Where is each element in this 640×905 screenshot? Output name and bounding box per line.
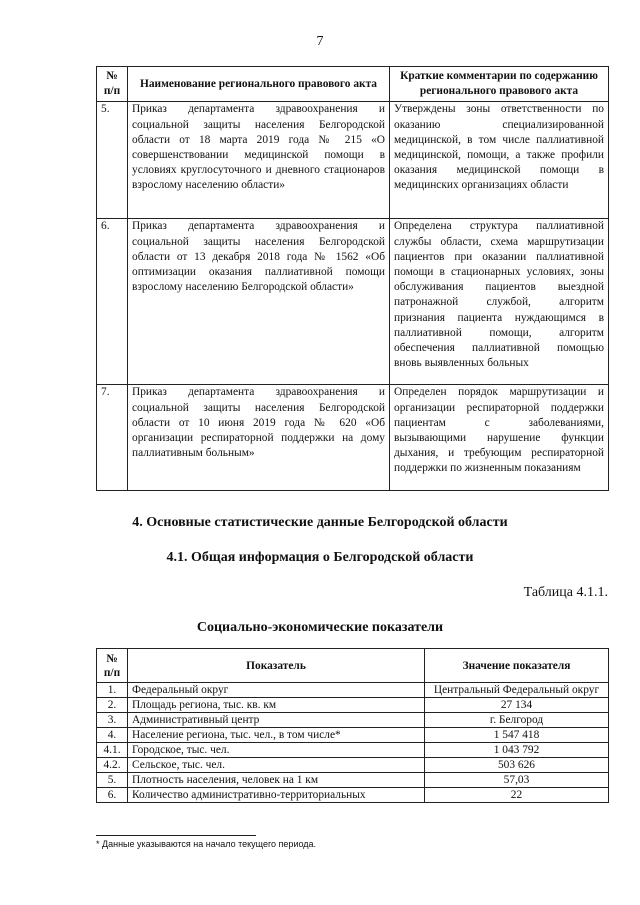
row-number: 5.	[97, 773, 128, 788]
indicator-name: Федеральный округ	[128, 683, 425, 698]
table-header-row	[97, 67, 609, 102]
row-number: 2.	[97, 698, 128, 713]
act-name: Приказ департамента здравоохранения и социальной защиты населения Белгородской области от 18 марта 2019 года № 215 «О совершенствовании медицинской помощи в условиях круглосуточного и дневного стационаров взрослому населению области»	[128, 102, 390, 219]
page-number: 7	[316, 34, 324, 49]
row-number: 3.	[97, 713, 128, 728]
subsection-heading: 4.1. Общая информация о Белгородской области	[166, 550, 474, 565]
indicator-name: Административный центр	[128, 713, 425, 728]
row-number: 7.	[97, 385, 128, 491]
indicator-value: 1 547 418	[425, 728, 609, 743]
row-number: 4.1.	[97, 743, 128, 758]
row-number: 4.2.	[97, 758, 128, 773]
column-header-number: № п/п	[97, 67, 128, 102]
act-name: Приказ департамента здравоохранения и социальной защиты населения Белгородской области от 13 декабря 2018 года № 1562 «Об оптимизации оказания паллиативной помощи взрослому населению Белгородской области»	[128, 219, 390, 385]
section-heading: 4. Основные статистические данные Белгородской области	[132, 515, 508, 530]
footnote-divider	[96, 835, 256, 836]
row-number: 1.	[97, 683, 128, 698]
table-row	[97, 743, 609, 758]
indicator-name: Плотность населения, человек на 1 км	[128, 773, 425, 788]
row-number: 5.	[97, 102, 128, 219]
indicator-name: Количество административно-территориальных	[128, 788, 425, 803]
table-row	[97, 385, 609, 491]
column-header-number: № п/п	[97, 649, 128, 683]
act-comment: Определен порядок маршрутизации и организации респираторной поддержки пациентам с заболеваниями, вызывающими нарушение функции дыхания, и требующим респираторной поддержки по жизненным показаниям	[390, 385, 609, 491]
table-header-row	[97, 649, 609, 683]
table-row	[97, 773, 609, 788]
row-number: 6.	[97, 219, 128, 385]
column-header-act-name: Наименование регионального правового акта	[128, 67, 390, 102]
indicator-name: Городское, тыс. чел.	[128, 743, 425, 758]
column-header-value: Значение показателя	[425, 649, 609, 683]
table-label: Таблица 4.1.1.	[523, 585, 608, 600]
indicator-value: 503 626	[425, 758, 609, 773]
table-row	[97, 698, 609, 713]
table-row	[97, 713, 609, 728]
table-row	[97, 102, 609, 219]
indicator-name: Сельское, тыс. чел.	[128, 758, 425, 773]
regulatory-acts-table	[96, 66, 609, 491]
column-header-comments: Краткие комментарии по содержанию регионального правового акта	[390, 67, 609, 102]
indicator-value: г. Белгород	[425, 713, 609, 728]
indicator-value: Центральный Федеральный округ	[425, 683, 609, 698]
indicator-value: 57,03	[425, 773, 609, 788]
indicator-value: 1 043 792	[425, 743, 609, 758]
act-comment: Утверждены зоны ответственности по оказанию специализированной медицинской, в том числе паллиативной медицинской, помощи, а также профили оказания медицинской помощи в медицинских организациях области	[390, 102, 609, 219]
table-title: Социально-экономические показатели	[196, 620, 444, 635]
row-number: 4.	[97, 728, 128, 743]
table-row	[97, 758, 609, 773]
indicator-name: Площадь региона, тыс. кв. км	[128, 698, 425, 713]
indicator-value: 22	[425, 788, 609, 803]
table-row	[97, 788, 609, 803]
indicator-name: Население региона, тыс. чел., в том числе*	[128, 728, 425, 743]
indicator-value: 27 134	[425, 698, 609, 713]
socio-economic-table	[96, 648, 609, 803]
row-number: 6.	[97, 788, 128, 803]
table-row	[97, 219, 609, 385]
column-header-indicator: Показатель	[128, 649, 425, 683]
table-row	[97, 683, 609, 698]
footnote: * Данные указываются на начало текущего периода.	[96, 839, 317, 849]
act-name: Приказ департамента здравоохранения и социальной защиты населения Белгородской области от 10 июня 2019 года № 620 «Об организации респираторной поддержки на дому паллиативным больным»	[128, 385, 390, 491]
act-comment: Определена структура паллиативной службы области, схема маршрутизации пациентов при оказании паллиативной помощи в стационарных условиях, зоны обслуживания пациентов выездной патронажной службой, алгоритм признания пациента нуждающимся в паллиативной помощи, алгоритм обеспечения паллиативной помощью вновь выявленных больных	[390, 219, 609, 385]
table-row	[97, 728, 609, 743]
